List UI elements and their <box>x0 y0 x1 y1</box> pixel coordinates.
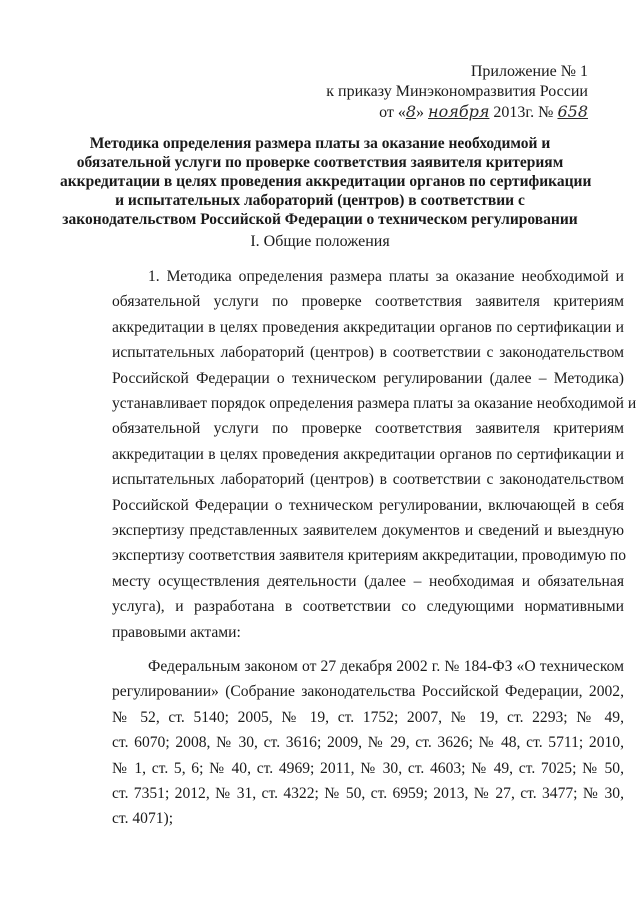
text-line: экспертизу представленных заявителем документов и сведений и выездную <box>112 522 624 540</box>
title-line: обязательной услуги по проверке соответствия заявителя критериям <box>76 154 564 171</box>
date-mid: » <box>416 104 429 121</box>
handwritten-day: 8 <box>405 102 417 121</box>
text-line: устанавливает порядок определения размера платы за оказание необходимой и <box>112 395 637 413</box>
title-line: Методика определения размера платы за оказание необходимой и <box>89 135 551 152</box>
annex-order-reference: к приказу Минэкономразвития России <box>326 83 588 100</box>
text-line: ст. 6070; 2008, № 30, ст. 3616; 2009, № 29, ст. 3626; № 48, ст. 5711; 2010, <box>112 734 624 752</box>
text-line: регулировании» (Собрание законодательства Российской Федерации, 2002, <box>112 683 624 701</box>
title-line: и испытательных лабораторий (центров) в соответствии с <box>115 192 525 209</box>
text-line: ст. 7351; 2012, № 31, ст. 4322; № 50, ст. 6959; 2013, № 27, ст. 3477; № 30, <box>112 785 624 803</box>
section-heading: I. Общие положения <box>250 233 390 250</box>
text-line: испытательных лабораторий (центров) в соответствии с законодательством <box>112 344 624 362</box>
title-line: аккредитации в целях проведения аккредитации органов по сертификации <box>60 173 592 190</box>
date-year: 2013г. № <box>489 104 558 121</box>
text-line: обязательной услуги по проверке соответствия заявителя критериям <box>112 420 624 438</box>
handwritten-order-number: 658 <box>557 102 588 121</box>
text-line: услуга), и разработана в соответствии со следующими нормативными <box>112 598 624 616</box>
text-line: Российской Федерации о техническом регулировании (далее – Методика) <box>112 369 624 387</box>
date-prefix: от « <box>379 104 406 121</box>
text-line: ст. 4071); <box>112 810 174 828</box>
text-line: Российской Федерации о техническом регулировании, включающей в себя <box>112 496 624 514</box>
document-title <box>60 134 592 229</box>
annex-order-date <box>326 102 588 123</box>
annex-block <box>326 62 588 123</box>
text-line: экспертизу соответствия заявителя критериям аккредитации, проводимую по <box>112 547 627 565</box>
text-line: аккредитации в целях проведения аккредитации органов по сертификации и <box>112 318 624 336</box>
paragraph-methodology <box>112 264 637 645</box>
text-line: испытательных лабораторий (центров) в соответствии с законодательством <box>112 471 624 489</box>
paragraph-federal-law <box>112 654 624 832</box>
annex-number: Приложение № 1 <box>470 63 588 80</box>
text-line: правовыми актами: <box>112 623 241 641</box>
text-line: обязательной услуги по проверке соответствия заявителя критериям <box>112 293 624 311</box>
text-line: № 52, ст. 5140; 2005, № 19, ст. 1752; 2007, № 19, ст. 2293; № 49, <box>112 708 624 726</box>
text-line: Федеральным законом от 27 декабря 2002 г. № 184-ФЗ «О техническом <box>148 658 624 675</box>
text-line: № 1, ст. 5, 6; № 40, ст. 4969; 2011, № 30, ст. 4603; № 49, ст. 7025; № 50, <box>112 759 624 777</box>
title-line: законодательством Российской Федерации о техническом регулировании <box>62 211 578 228</box>
text-line: аккредитации в целях проведения аккредитации органов по сертификации и <box>112 445 624 463</box>
text-line: 1. Методика определения размера платы за оказание необходимой и <box>148 268 624 285</box>
text-line: месту осуществления деятельности (далее – необходимая и обязательная <box>112 572 624 590</box>
handwritten-month: ноября <box>428 102 490 121</box>
